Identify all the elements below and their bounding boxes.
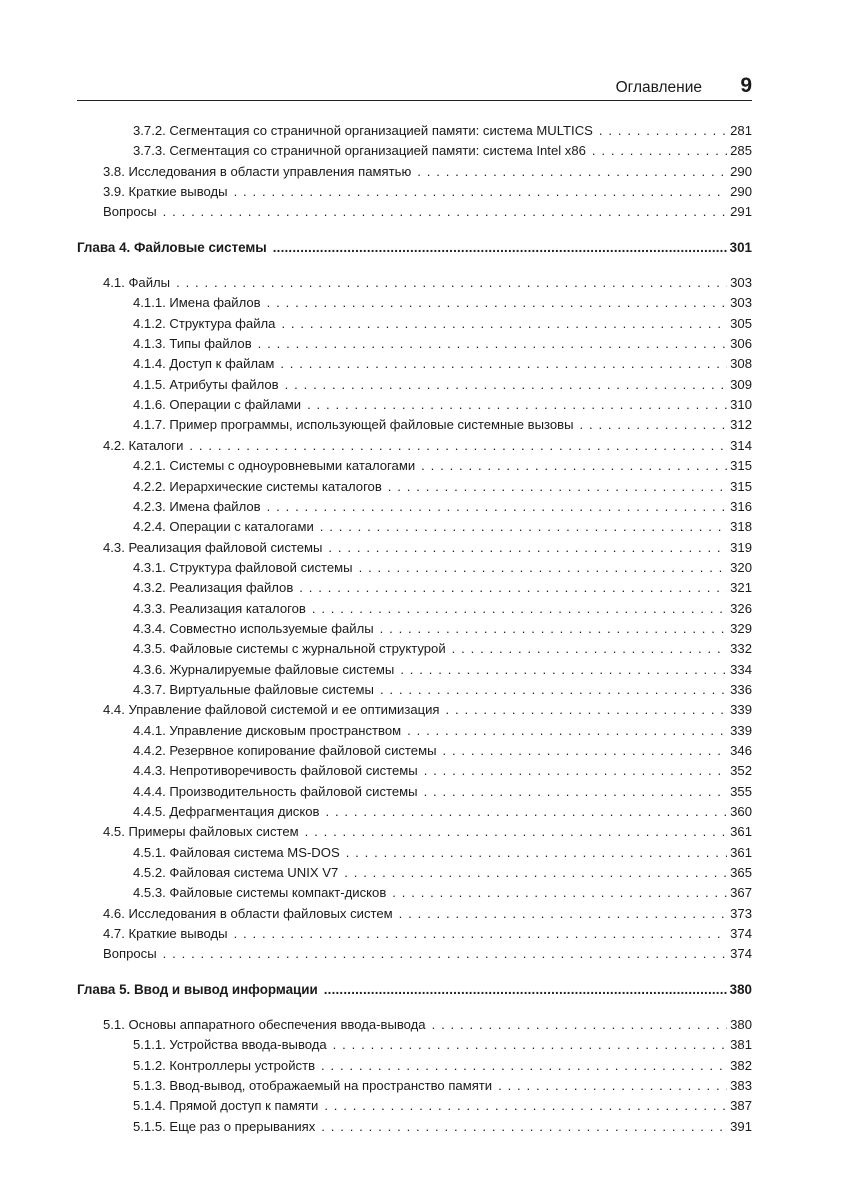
toc-entry-page: 281 — [730, 123, 752, 138]
toc-entry-label: 4.4.3. Непротиворечивость файловой системы — [133, 763, 418, 779]
toc-entry-label: 4.1.2. Структура файла — [133, 315, 276, 331]
toc-entry-label: 4.2.3. Имена файлов — [133, 498, 261, 514]
toc-entry-label: 3.8. Исследования в области управления памятью — [103, 163, 412, 179]
toc-entry-label: 4.5.3. Файловые системы компакт-дисков — [133, 885, 387, 901]
toc-entry — [77, 1076, 752, 1096]
dot-leader — [359, 558, 728, 578]
dot-leader — [189, 436, 727, 456]
toc-entry — [77, 436, 752, 456]
dot-leader — [452, 639, 728, 659]
toc-entry-label: 4.5.1. Файловая система MS-DOS — [133, 844, 340, 860]
toc-entry — [77, 1035, 752, 1055]
dot-leader — [281, 314, 727, 334]
toc-entry-page: 361 — [730, 844, 752, 860]
toc-entry-label: 4.1.1. Имена файлов — [133, 295, 261, 311]
toc-entry — [77, 700, 752, 720]
toc-entry — [77, 843, 752, 863]
toc-entry-label: 4.2.2. Иерархические системы каталогов — [133, 478, 382, 494]
dot-leader — [446, 700, 728, 720]
toc-entry-label: 4.2.1. Системы с одноуровневыми каталогами — [133, 458, 416, 474]
toc-entry — [77, 599, 752, 619]
dot-leader — [280, 354, 727, 374]
toc-entry — [77, 619, 752, 639]
dot-leader — [325, 802, 727, 822]
toc-entry-label: 4.1.4. Доступ к файлам — [133, 356, 275, 372]
toc-entry-page: 285 — [730, 143, 752, 159]
toc-entry-page: 301 — [729, 239, 752, 255]
toc-entry-page: 380 — [729, 981, 752, 997]
dot-leader — [432, 1015, 728, 1035]
toc-entry-label: 4.3. Реализация файловой системы — [103, 539, 323, 555]
toc-entry — [77, 538, 752, 558]
dot-leader — [176, 273, 727, 293]
toc-entry — [77, 904, 752, 924]
dot-leader — [320, 517, 727, 537]
dot-leader — [392, 883, 727, 903]
toc-entry — [77, 883, 752, 903]
toc-entry-page: 303 — [730, 275, 752, 291]
toc-entry — [77, 924, 752, 944]
toc-entry-page: 312 — [730, 417, 752, 433]
dot-leader — [592, 141, 727, 161]
toc-entry — [77, 1015, 752, 1035]
toc-entry-page: 383 — [730, 1078, 752, 1094]
toc-entry — [77, 721, 752, 741]
toc-entry-page: 319 — [730, 539, 752, 555]
toc-entry — [77, 415, 752, 435]
toc-chapter-entry — [77, 980, 752, 1000]
dot-leader — [344, 863, 727, 883]
toc-entry — [77, 802, 752, 822]
toc-entry — [77, 517, 752, 537]
toc-entry-label: 5.1. Основы аппаратного обеспечения ввода-вывода — [103, 1017, 426, 1033]
toc-entry-label: 4.3.4. Совместно используемые файлы — [133, 620, 374, 636]
dot-leader — [163, 202, 728, 222]
toc-entry-label: 4.3.3. Реализация каталогов — [133, 600, 306, 616]
dot-leader — [498, 1076, 727, 1096]
toc-entry-page: 339 — [730, 722, 752, 738]
toc-entry-page: 318 — [730, 519, 752, 535]
toc-entry-label: 4.4.1. Управление дисковым пространством — [133, 722, 402, 738]
dot-leader — [407, 721, 727, 741]
toc-entry-page: 365 — [730, 865, 752, 881]
running-header — [77, 70, 752, 101]
dot-leader — [328, 538, 727, 558]
toc-entry — [77, 202, 752, 222]
toc-entry-label: 4.3.5. Файловые системы с журнальной структурой — [133, 641, 446, 657]
dot-leader — [417, 162, 727, 182]
toc-entry-page: 320 — [730, 559, 752, 575]
toc-entry-page: 305 — [730, 315, 752, 331]
toc-entry — [77, 477, 752, 497]
toc-entry-label: 4.3.7. Виртуальные файловые системы — [133, 681, 374, 697]
toc-entry-page: 355 — [730, 783, 752, 799]
toc-entry — [77, 293, 752, 313]
toc-entry-label: Вопросы — [103, 946, 157, 962]
toc-entry-label: 4.2. Каталоги — [103, 437, 184, 453]
dot-leader — [285, 375, 728, 395]
toc-entry-page: 381 — [730, 1037, 752, 1053]
toc-entry-page: 290 — [730, 184, 752, 200]
toc-entry — [77, 1096, 752, 1116]
dot-leader — [346, 843, 727, 863]
toc-entry-page: 310 — [730, 397, 752, 413]
toc-entry-label: 5.1.3. Ввод-вывод, отображаемый на пространство памяти — [133, 1078, 493, 1094]
toc-entry-label: 5.1.2. Контроллеры устройств — [133, 1057, 316, 1073]
dot-leader — [267, 293, 728, 313]
dot-leader — [333, 1035, 727, 1055]
toc-entry — [77, 375, 752, 395]
dot-leader — [442, 741, 727, 761]
toc-entry-label: Глава 5. Ввод и вывод информации — [77, 981, 318, 997]
dot-leader — [321, 1056, 727, 1076]
toc-entry-page: 373 — [730, 905, 752, 921]
dot-leader — [267, 497, 728, 517]
toc-entry-label: 4.4.2. Резервное копирование файловой системы — [133, 742, 437, 758]
dot-leader — [324, 980, 727, 1000]
toc-entry — [77, 741, 752, 761]
toc-entry-page: 326 — [730, 600, 752, 616]
toc-entry-label: 3.7.2. Сегментация со страничной организацией памяти: система MULTICS — [133, 123, 593, 138]
toc-entry-page: 382 — [730, 1057, 752, 1073]
dot-leader — [307, 395, 727, 415]
toc-entry-page: 339 — [730, 702, 752, 718]
toc-entry-page: 336 — [730, 681, 752, 697]
toc-entry — [77, 660, 752, 680]
toc-entry-page: 309 — [730, 376, 752, 392]
dot-leader — [234, 182, 728, 202]
toc-entry-page: 360 — [730, 804, 752, 819]
toc-entry — [77, 944, 752, 964]
toc-entry — [77, 761, 752, 781]
toc-entry-page: 315 — [730, 458, 752, 474]
toc-entry — [77, 863, 752, 883]
toc-entry-label: 4.1.6. Операции с файлами — [133, 397, 302, 413]
dot-leader — [399, 904, 727, 924]
toc-entry-label: 4.1.3. Типы файлов — [133, 336, 252, 352]
toc-entry-page: 329 — [730, 620, 752, 636]
toc-entry — [77, 1056, 752, 1076]
dot-leader — [273, 238, 727, 258]
toc-entry-page: 374 — [730, 926, 752, 942]
dot-leader — [305, 822, 728, 842]
dot-leader — [324, 1096, 727, 1116]
toc-entry-page: 346 — [730, 742, 752, 758]
toc-entry-label: 4.3.2. Реализация файлов — [133, 580, 294, 596]
table-of-contents — [77, 121, 752, 1137]
dot-leader — [580, 415, 728, 435]
toc-entry-label: 3.7.3. Сегментация со страничной организацией памяти: система Intel x86 — [133, 143, 586, 159]
toc-chapter-entry — [77, 238, 752, 258]
toc-entry-label: 4.4.5. Дефрагментация дисков — [133, 804, 320, 819]
toc-entry-page: 321 — [730, 580, 752, 596]
page-number: 9 — [740, 74, 752, 97]
toc-entry — [77, 456, 752, 476]
toc-entry-label: 4.6. Исследования в области файловых систем — [103, 905, 393, 921]
toc-entry — [77, 141, 752, 161]
dot-leader — [299, 578, 727, 598]
toc-entry — [77, 782, 752, 802]
toc-entry-label: 4.3.6. Журналируемые файловые системы — [133, 661, 395, 677]
toc-entry-label: 4.1.7. Пример программы, использующей файловые системные вызовы — [133, 417, 574, 433]
toc-entry-label: 4.7. Краткие выводы — [103, 926, 228, 942]
toc-entry-page: 391 — [730, 1118, 752, 1134]
toc-entry-page: 316 — [730, 498, 752, 514]
toc-entry-page: 361 — [730, 824, 752, 840]
dot-leader — [388, 477, 727, 497]
toc-entry — [77, 395, 752, 415]
toc-entry-label: 4.3.1. Структура файловой системы — [133, 559, 353, 575]
dot-leader — [234, 924, 728, 944]
toc-entry-label: 4.4. Управление файловой системой и ее оптимизация — [103, 702, 440, 718]
toc-entry — [77, 273, 752, 293]
toc-entry-label: 5.1.5. Еще раз о прерываниях — [133, 1118, 316, 1134]
dot-leader — [163, 944, 728, 964]
dot-leader — [380, 619, 728, 639]
dot-leader — [599, 121, 727, 141]
toc-entry — [77, 680, 752, 700]
dot-leader — [424, 761, 727, 781]
toc-entry-page: 308 — [730, 356, 752, 372]
toc-entry-page: 314 — [730, 437, 752, 453]
dot-leader — [424, 782, 728, 802]
toc-entry — [77, 639, 752, 659]
toc-entry-page: 315 — [730, 478, 752, 494]
toc-entry-label: 4.2.4. Операции с каталогами — [133, 519, 314, 535]
toc-entry — [77, 334, 752, 354]
dot-leader — [312, 599, 727, 619]
dot-leader — [321, 1117, 727, 1137]
toc-entry-page: 380 — [730, 1017, 752, 1033]
toc-entry-label: 5.1.1. Устройства ввода-вывода — [133, 1037, 327, 1053]
toc-entry-label: 4.1. Файлы — [103, 275, 171, 291]
dot-leader — [400, 660, 727, 680]
toc-entry — [77, 162, 752, 182]
toc-entry — [77, 314, 752, 334]
dot-leader — [258, 334, 727, 354]
running-title: Оглавление — [615, 79, 702, 96]
toc-entry — [77, 578, 752, 598]
toc-entry — [77, 182, 752, 202]
toc-entry-page: 290 — [730, 163, 752, 179]
toc-entry — [77, 1117, 752, 1137]
toc-entry-page: 303 — [730, 295, 752, 311]
toc-entry-label: 4.5.2. Файловая система UNIX V7 — [133, 865, 339, 881]
toc-entry — [77, 497, 752, 517]
toc-entry-page: 367 — [730, 885, 752, 901]
toc-entry — [77, 822, 752, 842]
dot-leader — [421, 456, 727, 476]
toc-entry — [77, 121, 752, 141]
toc-entry-page: 334 — [730, 661, 752, 677]
toc-entry-label: Вопросы — [103, 204, 157, 220]
toc-entry-page: 387 — [730, 1098, 752, 1114]
toc-entry-page: 291 — [730, 204, 752, 220]
toc-entry — [77, 354, 752, 374]
toc-entry-page: 374 — [730, 946, 752, 962]
dot-leader — [380, 680, 727, 700]
toc-entry — [77, 558, 752, 578]
toc-entry-label: 4.5. Примеры файловых систем — [103, 824, 299, 840]
toc-entry-page: 306 — [730, 336, 752, 352]
toc-entry-page: 332 — [730, 641, 752, 657]
toc-entry-page: 352 — [730, 763, 752, 779]
toc-entry-label: Глава 4. Файловые системы — [77, 239, 267, 255]
toc-entry-label: 4.1.5. Атрибуты файлов — [133, 376, 279, 392]
toc-entry-label: 5.1.4. Прямой доступ к памяти — [133, 1098, 319, 1114]
toc-entry-label: 3.9. Краткие выводы — [103, 184, 228, 200]
toc-entry-label: 4.4.4. Производительность файловой системы — [133, 783, 418, 799]
